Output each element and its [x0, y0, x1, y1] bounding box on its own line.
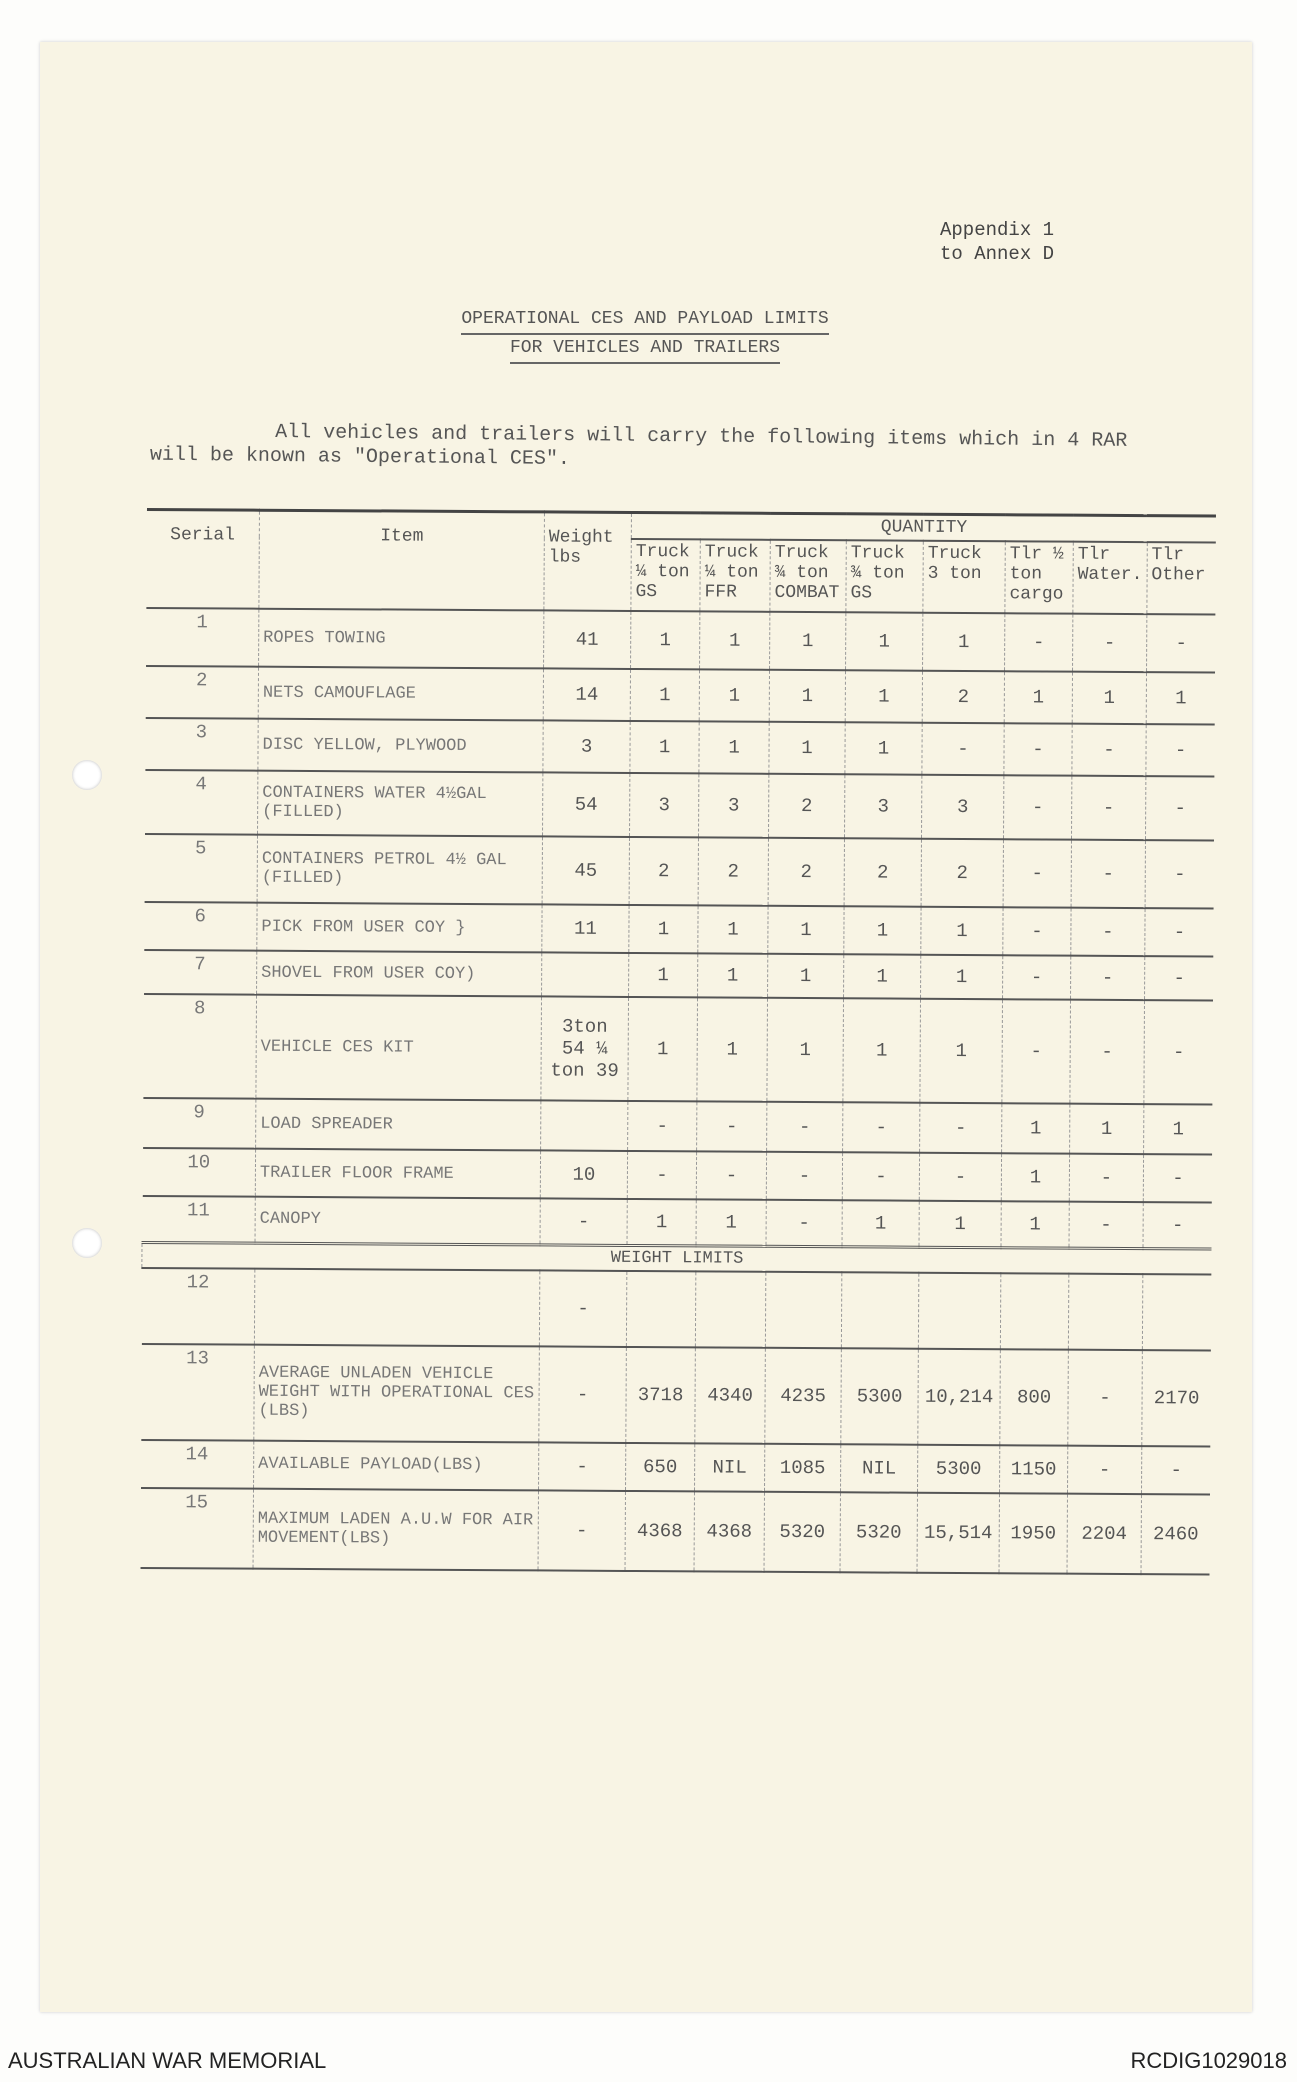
quantity-cell: 2 [629, 837, 698, 905]
quantity-cell: - [697, 1101, 767, 1151]
quantity-cell: 1 [843, 998, 921, 1102]
quantity-cell: 5320 [764, 1491, 840, 1571]
quantity-cell: 3 [629, 773, 698, 837]
quantity-cell: 1 [1070, 1104, 1144, 1154]
item-cell: NETS CAMOUFLAGE [258, 667, 543, 721]
header-vehicle-column: Truck ¼ ton GS [631, 539, 700, 611]
quantity-cell: 2460 [1141, 1494, 1210, 1574]
serial-cell: 3 [195, 721, 208, 744]
quantity-cell: - [1145, 776, 1214, 840]
quantity-cell: - [766, 1200, 842, 1246]
item-cell: AVERAGE UNLADEN VEHICLE WEIGHT WITH OPERATIONAL CES (LBS) [254, 1344, 540, 1442]
quantity-cell [841, 1272, 918, 1348]
table-row [141, 1343, 1211, 1446]
quantity-cell: - [1145, 840, 1214, 908]
quantity-cell: - [1067, 1445, 1141, 1493]
weight-cell: 45 [542, 836, 629, 905]
weight-cell: - [539, 1442, 626, 1491]
header-vehicle-column: Tlr Other [1147, 542, 1216, 614]
quantity-cell: 15,514 [917, 1492, 999, 1572]
document-title [420, 306, 870, 364]
quantity-cell: - [919, 1153, 1001, 1202]
weight-cell: - [538, 1490, 625, 1571]
quantity-cell: 5300 [841, 1348, 919, 1444]
quantity-cell: - [766, 1152, 842, 1200]
quantity-cell: - [1073, 614, 1147, 672]
quantity-cell [1000, 1273, 1068, 1349]
footer-id: RCDIG1029018 [1130, 2048, 1287, 2073]
quantity-cell: - [1146, 614, 1215, 672]
weight-cell: 3ton 54 ¼ ton 39 [541, 996, 629, 1101]
intro-line-2: will be known as "Operational CES". [149, 443, 571, 472]
quantity-cell: - [1069, 1154, 1143, 1202]
quantity-cell: 10,214 [918, 1348, 1001, 1444]
quantity-cell: - [1071, 956, 1145, 1000]
quantity-cell: - [627, 1151, 696, 1199]
quantity-cell: 1 [769, 722, 845, 774]
header-item: Item [259, 510, 545, 610]
quantity-cell: 1 [923, 613, 1005, 671]
serial-cell: 8 [193, 997, 206, 1020]
quantity-cell: 3 [844, 774, 921, 838]
item-cell: LOAD SPREADER [256, 1099, 541, 1151]
quantity-cell: 1 [631, 611, 700, 669]
item-cell: CANOPY [255, 1197, 540, 1245]
quantity-cell: 2204 [1067, 1493, 1141, 1573]
punch-hole [72, 760, 102, 790]
weight-limits-heading: WEIGHT LIMITS [142, 1242, 1212, 1274]
quantity-cell: 1 [699, 669, 769, 721]
item-cell: SHOVEL FROM USER COY) [257, 951, 542, 997]
table-row [142, 1196, 1212, 1249]
weight-cell: 3 [543, 720, 630, 773]
weight-cell: - [539, 1346, 627, 1443]
header-vehicle-column: Truck ¼ ton FFR [700, 539, 770, 611]
table-row [145, 770, 1215, 841]
quantity-cell: - [1143, 1154, 1212, 1202]
serial-cell: 12 [186, 1270, 210, 1293]
item-cell: AVAILABLE PAYLOAD(LBS) [254, 1440, 539, 1490]
quantity-cell: 1 [1001, 1153, 1069, 1201]
item-cell: VEHICLE CES KIT [256, 995, 542, 1101]
quantity-cell: 1 [845, 670, 922, 722]
quantity-cell: 1 [630, 669, 699, 721]
serial-cell: 5 [194, 837, 207, 860]
quantity-cell: 1 [846, 612, 923, 670]
quantity-cell: 1 [629, 905, 698, 953]
quantity-cell: - [1068, 1349, 1142, 1445]
quantity-cell: 1 [1143, 1104, 1212, 1154]
table-row [143, 1098, 1213, 1155]
header-vehicle-column: Truck 3 ton [923, 541, 1005, 613]
quantity-cell: NIL [841, 1444, 918, 1492]
serial-cell: 2 [195, 669, 208, 692]
header-vehicle-column: Tlr Water. [1073, 542, 1147, 614]
quantity-cell: 5300 [918, 1444, 1000, 1493]
header-vehicle-column: Truck ¾ ton GS [846, 540, 923, 612]
item-cell: PICK FROM USER COY } [257, 903, 542, 953]
quantity-cell: 3718 [626, 1346, 696, 1442]
ces-table [140, 508, 1217, 1575]
weight-cell: 10 [540, 1150, 627, 1199]
quantity-cell: 4368 [625, 1490, 694, 1570]
serial-cell: 14 [185, 1442, 209, 1465]
punch-hole [72, 1228, 102, 1258]
quantity-cell: - [1071, 908, 1145, 956]
quantity-cell: - [922, 723, 1004, 775]
table-row [143, 994, 1213, 1105]
quantity-cell: - [920, 1103, 1002, 1154]
serial-cell: 6 [194, 905, 207, 928]
quantity-cell: 2 [768, 838, 844, 906]
quantity-cell: - [1002, 999, 1071, 1103]
header-weight: Weight lbs [544, 512, 632, 611]
quantity-cell: - [1146, 724, 1215, 776]
title-line-2: FOR VEHICLES AND TRAILERS [510, 335, 780, 364]
quantity-cell: 2170 [1142, 1350, 1212, 1446]
quantity-cell: 1 [700, 611, 770, 669]
weight-cell: 54 [543, 772, 630, 837]
serial-cell: 7 [194, 953, 206, 976]
quantity-cell: - [1141, 1446, 1210, 1494]
quantity-cell: 2 [844, 838, 921, 906]
quantity-cell: 4235 [765, 1347, 842, 1443]
table-row [142, 1148, 1212, 1203]
quantity-cell: - [1144, 1000, 1214, 1104]
table-row [144, 834, 1214, 909]
quantity-cell: 1 [768, 906, 844, 954]
quantity-cell: 1 [842, 1200, 919, 1246]
quantity-cell: 800 [1000, 1349, 1069, 1445]
quantity-cell: 1 [844, 906, 921, 954]
quantity-cell: - [1071, 776, 1145, 840]
table-row [146, 608, 1216, 673]
quantity-cell: 1 [1004, 671, 1072, 723]
quantity-cell: 3 [698, 773, 768, 837]
item-cell: DISC YELLOW, PLYWOOD [258, 719, 543, 773]
quantity-cell: 3 [921, 775, 1003, 839]
header-vehicle-column: Tlr ½ ton cargo [1005, 541, 1073, 613]
quantity-cell: 1 [1072, 672, 1146, 724]
quantity-cell: NIL [695, 1443, 765, 1491]
intro-line-1: All vehicles and trailers will carry the following items which in 4 RAR [275, 420, 1128, 453]
quantity-cell: - [767, 1102, 843, 1152]
quantity-cell [1068, 1273, 1142, 1349]
table-row [141, 1439, 1211, 1494]
quantity-cell: - [1003, 839, 1071, 907]
quantity-cell: - [842, 1152, 919, 1200]
quantity-cell: 1 [921, 955, 1003, 1000]
table-row [145, 718, 1215, 777]
quantity-cell: 1 [921, 907, 1003, 956]
quantity-cell [626, 1270, 695, 1346]
quantity-cell: - [1069, 1202, 1143, 1248]
serial-cell: 1 [196, 611, 208, 634]
quantity-cell: - [1145, 908, 1214, 956]
serial-cell: 13 [186, 1346, 210, 1369]
serial-cell: 11 [186, 1199, 210, 1222]
quantity-cell: 2 [698, 837, 768, 905]
table-row [140, 1487, 1210, 1574]
header-quantity: QUANTITY [631, 512, 1216, 542]
quantity-cell: 1 [627, 1199, 696, 1245]
header-serial: Serial [170, 525, 236, 546]
quantity-cell: 1950 [999, 1493, 1067, 1573]
appendix-reference [940, 218, 1054, 266]
quantity-cell: 1 [698, 905, 768, 953]
quantity-cell: 1 [630, 721, 699, 773]
quantity-cell: 1 [696, 1199, 766, 1245]
weight-cell: 41 [544, 610, 631, 669]
quantity-cell: 1 [768, 954, 844, 998]
annex-line: to Annex D [940, 243, 1055, 265]
item-cell: TRAILER FLOOR FRAME [255, 1149, 540, 1199]
quantity-cell [1142, 1274, 1211, 1350]
quantity-cell: 1 [769, 670, 845, 722]
quantity-cell: - [1003, 907, 1071, 955]
quantity-cell: 1 [697, 997, 768, 1101]
serial-cell: 4 [195, 773, 207, 796]
footer-source: AUSTRALIAN WAR MEMORIAL [8, 2048, 327, 2073]
quantity-cell [695, 1271, 765, 1347]
quantity-cell: 1085 [765, 1443, 841, 1491]
serial-cell: 15 [185, 1490, 209, 1513]
item-cell [254, 1268, 539, 1346]
quantity-cell: 2 [921, 839, 1003, 907]
quantity-cell: - [1072, 724, 1146, 776]
quantity-cell: 1 [919, 1201, 1001, 1248]
table-row [141, 1267, 1211, 1350]
quantity-cell: - [1144, 956, 1213, 1000]
table-row [144, 950, 1214, 1001]
table-row [144, 902, 1214, 957]
serial-cell: 10 [187, 1151, 211, 1174]
quantity-cell: 4340 [695, 1347, 766, 1443]
quantity-cell: - [1003, 955, 1071, 999]
title-line-1: OPERATIONAL CES AND PAYLOAD LIMITS [461, 306, 828, 335]
appendix-line: Appendix 1 [940, 219, 1055, 241]
quantity-cell: 1 [628, 997, 698, 1101]
quantity-cell: 1 [770, 612, 846, 670]
quantity-cell: - [696, 1151, 766, 1199]
weight-cell: - [539, 1270, 626, 1347]
item-cell: MAXIMUM LADEN A.U.W FOR AIR MOVEMENT(LBS) [253, 1488, 538, 1570]
item-cell: ROPES TOWING [259, 609, 544, 669]
quantity-cell: - [628, 1101, 697, 1151]
quantity-cell: 5320 [840, 1492, 917, 1572]
quantity-cell: 1 [629, 953, 698, 997]
quantity-cell: - [1070, 1000, 1144, 1104]
header-vehicle-column: Truck ¾ ton COMBAT [770, 540, 846, 612]
quantity-cell: - [1005, 613, 1073, 671]
item-cell: CONTAINERS PETROL 4½ GAL (FILLED) [257, 835, 542, 905]
quantity-cell: 650 [626, 1442, 695, 1490]
quantity-cell: 1150 [1000, 1445, 1068, 1493]
serial-cell: 9 [193, 1101, 205, 1124]
quantity-cell: 1 [698, 953, 768, 997]
quantity-cell [765, 1271, 841, 1347]
quantity-cell: 1 [767, 998, 844, 1102]
quantity-cell: 2 [768, 774, 844, 838]
item-cell: CONTAINERS WATER 4½GAL (FILLED) [258, 771, 543, 837]
quantity-cell: - [843, 1102, 920, 1152]
weight-cell: 11 [542, 904, 629, 953]
weight-cell [542, 952, 629, 997]
weight-cell [541, 1100, 628, 1151]
quantity-cell [918, 1272, 1000, 1348]
quantity-cell: 1 [1001, 1201, 1069, 1247]
quantity-cell: 1 [844, 954, 921, 998]
quantity-cell: 2 [922, 671, 1004, 723]
quantity-cell: 1 [1002, 1103, 1070, 1153]
quantity-cell: 1 [1146, 672, 1215, 724]
quantity-cell: - [1004, 723, 1072, 775]
weight-cell: - [540, 1198, 627, 1245]
quantity-cell: - [1071, 840, 1145, 908]
quantity-cell: - [1143, 1202, 1212, 1248]
quantity-cell: 1 [699, 721, 769, 773]
quantity-cell: 4368 [694, 1491, 764, 1571]
quantity-cell: 1 [845, 722, 922, 774]
quantity-cell: - [1003, 775, 1071, 839]
weight-cell: 14 [543, 668, 630, 721]
quantity-cell: 1 [920, 999, 1003, 1103]
table-row [145, 666, 1215, 725]
